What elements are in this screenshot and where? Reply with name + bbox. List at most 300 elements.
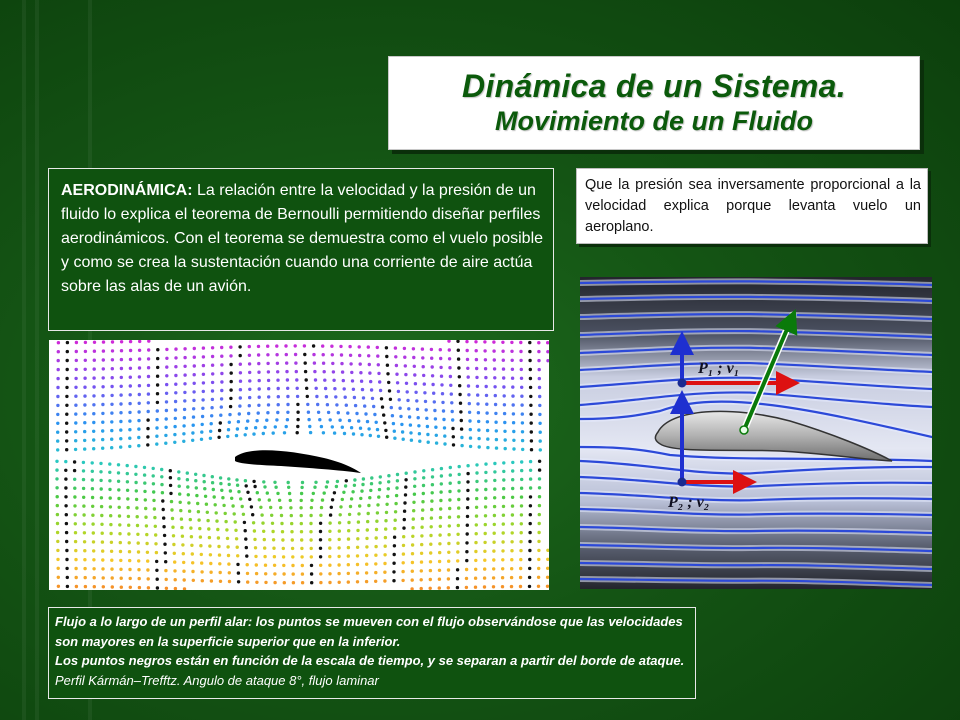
- flow-particle: [310, 547, 313, 550]
- streamline-diagram: [580, 277, 932, 589]
- flow-particle: [503, 430, 506, 433]
- flow-particle: [484, 358, 487, 361]
- flow-particle: [511, 478, 514, 481]
- flow-particle: [335, 403, 338, 406]
- flow-particle: [443, 442, 446, 445]
- timeline-particle: [458, 393, 461, 396]
- flow-particle: [73, 478, 76, 481]
- flow-particle: [56, 431, 59, 434]
- flow-particle: [370, 388, 373, 391]
- flow-particle: [266, 411, 269, 414]
- flow-particle: [147, 384, 150, 387]
- flow-particle: [210, 422, 213, 425]
- flow-particle: [404, 364, 407, 367]
- timeline-particle: [385, 355, 388, 358]
- flow-particle: [421, 508, 424, 511]
- flow-particle: [483, 567, 486, 570]
- flow-particle: [152, 490, 155, 493]
- timeline-particle: [73, 469, 76, 472]
- flow-particle: [83, 377, 86, 380]
- flow-particle: [356, 580, 359, 583]
- flow-particle: [351, 490, 354, 493]
- flow-particle: [191, 439, 194, 442]
- flow-particle: [248, 379, 251, 382]
- flow-particle: [224, 520, 227, 523]
- flow-particle: [134, 465, 137, 468]
- background-stripe: [22, 0, 26, 720]
- flow-particle: [412, 517, 415, 520]
- flow-particle: [337, 411, 340, 414]
- flow-particle: [393, 437, 396, 440]
- flow-particle: [229, 346, 232, 349]
- flow-particle: [519, 576, 522, 579]
- flow-particle: [153, 516, 156, 519]
- timeline-particle: [250, 505, 253, 508]
- flow-particle: [238, 412, 241, 415]
- flow-particle: [391, 414, 394, 417]
- timeline-particle: [319, 555, 322, 558]
- flow-particle: [182, 561, 185, 564]
- flow-particle: [138, 357, 141, 360]
- flow-particle: [108, 488, 111, 491]
- flow-particle: [275, 418, 278, 421]
- flow-particle: [200, 438, 203, 441]
- flow-particle: [200, 570, 203, 573]
- flow-particle: [520, 478, 523, 481]
- flow-particle: [137, 568, 140, 571]
- flow-particle: [118, 506, 121, 509]
- flow-particle: [173, 425, 176, 428]
- flow-particle: [273, 555, 276, 558]
- flow-particle: [198, 527, 201, 530]
- flow-particle: [546, 576, 549, 579]
- flow-particle: [119, 445, 122, 448]
- flow-particle: [99, 462, 102, 465]
- timeline-particle: [66, 341, 69, 344]
- timeline-particle: [155, 569, 158, 572]
- flow-particle: [546, 567, 549, 570]
- flow-particle: [317, 411, 320, 414]
- flow-particle: [359, 497, 362, 500]
- flow-particle: [441, 401, 444, 404]
- flow-particle: [294, 344, 297, 347]
- flow-particle: [56, 513, 59, 516]
- flow-particle: [377, 435, 380, 438]
- flow-particle: [467, 384, 470, 387]
- flow-particle: [347, 554, 350, 557]
- aerodynamics-text-box: [48, 168, 554, 331]
- flow-particle: [511, 385, 514, 388]
- flow-particle: [55, 468, 58, 471]
- flow-particle: [537, 576, 540, 579]
- timeline-particle: [217, 436, 220, 439]
- flow-particle: [372, 405, 375, 408]
- flow-particle: [227, 554, 230, 557]
- flow-particle: [501, 585, 504, 588]
- flow-particle: [447, 577, 450, 580]
- flow-particle: [165, 409, 168, 412]
- flow-particle: [519, 341, 522, 344]
- flow-particle: [447, 586, 450, 589]
- flow-particle: [128, 419, 131, 422]
- flow-particle: [213, 495, 216, 498]
- flow-particle: [282, 547, 285, 550]
- flow-particle: [174, 587, 177, 590]
- flow-particle: [486, 429, 489, 432]
- timeline-particle: [156, 383, 159, 386]
- timeline-particle: [303, 353, 306, 356]
- flow-particle: [100, 514, 103, 517]
- flow-particle: [529, 477, 532, 480]
- flow-particle: [82, 469, 85, 472]
- flow-particle: [495, 429, 498, 432]
- upper-label: P₁ ; v₁: [698, 360, 740, 377]
- flow-particle: [102, 340, 105, 343]
- timeline-particle: [383, 421, 386, 424]
- flow-particle: [474, 550, 477, 553]
- flow-particle: [226, 435, 229, 438]
- flow-particle: [341, 498, 344, 501]
- flow-particle: [203, 480, 206, 483]
- flow-particle: [449, 473, 452, 476]
- aerodynamics-body: La relación entre la velocidad y la presión de un fluido lo explica el teorema de Bernoulli permitiendo diseñar perfiles aerodinámicos. Con el teorema se demuestra como el vuelo posible y como se crea la sustentación cuando una corriente de aire actúa sobre las alas de un avión.: [61, 182, 544, 295]
- timeline-particle: [404, 478, 407, 481]
- flow-particle: [387, 480, 390, 483]
- flow-particle: [492, 340, 495, 343]
- flow-particle: [192, 415, 195, 418]
- timeline-particle: [458, 375, 461, 378]
- flow-particle: [478, 445, 481, 448]
- flow-particle: [252, 432, 255, 435]
- flow-particle: [226, 545, 229, 548]
- flow-particle: [433, 409, 436, 412]
- flow-particle: [174, 356, 177, 359]
- flow-particle: [101, 403, 104, 406]
- flow-particle: [109, 532, 112, 535]
- timeline-particle: [65, 395, 68, 398]
- flow-particle: [438, 551, 441, 554]
- flow-particle: [233, 512, 236, 515]
- flow-particle: [501, 350, 504, 353]
- flow-particle: [83, 567, 86, 570]
- flow-particle: [74, 567, 77, 570]
- flow-particle: [337, 555, 340, 558]
- flow-particle: [475, 480, 478, 483]
- timeline-particle: [380, 397, 383, 400]
- flow-particle: [143, 466, 146, 469]
- flow-particle: [398, 407, 401, 410]
- flow-particle: [227, 562, 230, 565]
- flow-particle: [242, 513, 245, 516]
- flow-particle: [434, 426, 437, 429]
- flow-particle: [439, 348, 442, 351]
- flow-particle: [449, 375, 452, 378]
- flow-particle: [126, 464, 129, 467]
- flow-particle: [323, 491, 326, 494]
- flow-particle: [401, 579, 404, 582]
- flow-particle: [193, 356, 196, 359]
- flow-particle: [400, 423, 403, 426]
- flow-particle: [347, 580, 350, 583]
- flow-particle: [239, 380, 242, 383]
- flow-particle: [283, 431, 286, 434]
- flow-particle: [110, 446, 113, 449]
- flow-particle: [160, 483, 163, 486]
- flow-particle: [292, 581, 295, 584]
- flow-particle: [83, 386, 86, 389]
- timeline-particle: [331, 498, 334, 501]
- timeline-particle: [238, 345, 241, 348]
- flow-particle: [466, 367, 469, 370]
- flow-particle: [238, 404, 241, 407]
- flow-particle: [360, 380, 363, 383]
- flow-particle: [92, 376, 95, 379]
- flow-particle: [255, 581, 258, 584]
- flow-particle: [443, 434, 446, 437]
- page-subtitle: Movimiento de un Fluido: [495, 106, 813, 136]
- flow-particle: [493, 496, 496, 499]
- flow-particle: [73, 504, 76, 507]
- flow-particle: [465, 586, 468, 589]
- flow-particle: [289, 506, 292, 509]
- flow-particle: [84, 341, 87, 344]
- flow-particle: [83, 430, 86, 433]
- flow-particle: [182, 440, 185, 443]
- timeline-particle: [388, 389, 391, 392]
- flow-particle: [271, 530, 274, 533]
- flow-particle: [294, 353, 297, 356]
- flow-particle: [529, 469, 532, 472]
- flow-particle: [82, 461, 85, 464]
- flow-particle: [237, 420, 240, 423]
- flow-particle: [257, 362, 260, 365]
- flow-particle: [538, 495, 541, 498]
- timeline-particle: [529, 386, 532, 389]
- timeline-particle: [530, 421, 533, 424]
- flow-particle: [447, 560, 450, 563]
- flow-particle: [321, 498, 324, 501]
- flow-particle: [110, 559, 113, 562]
- flow-particle: [189, 518, 192, 521]
- flow-particle: [521, 439, 524, 442]
- flow-particle: [448, 524, 451, 527]
- flow-particle: [414, 391, 417, 394]
- flow-particle: [511, 368, 514, 371]
- timeline-particle: [528, 341, 531, 344]
- flow-particle: [520, 403, 523, 406]
- flow-particle: [347, 572, 350, 575]
- flow-particle: [182, 424, 185, 427]
- flow-particle: [421, 517, 424, 520]
- flow-particle: [75, 585, 78, 588]
- flow-particle: [244, 433, 247, 436]
- flow-particle: [92, 549, 95, 552]
- timeline-particle: [306, 395, 309, 398]
- flow-particle: [174, 578, 177, 581]
- flow-particle: [359, 362, 362, 365]
- flow-particle: [91, 514, 94, 517]
- timeline-particle: [452, 435, 455, 438]
- flow-particle: [365, 563, 368, 566]
- flow-particle: [411, 578, 414, 581]
- flow-particle: [404, 373, 407, 376]
- flow-particle: [263, 555, 266, 558]
- timeline-particle: [156, 392, 159, 395]
- flow-particle: [483, 340, 486, 343]
- flow-particle: [199, 544, 202, 547]
- flow-particle: [448, 366, 451, 369]
- flow-particle: [74, 430, 77, 433]
- flow-particle: [74, 549, 77, 552]
- flow-particle: [75, 359, 78, 362]
- flow-particle: [183, 416, 186, 419]
- flow-particle: [301, 481, 304, 484]
- flow-particle: [127, 524, 130, 527]
- flow-particle: [376, 354, 379, 357]
- timeline-particle: [156, 366, 159, 369]
- flow-particle: [75, 341, 78, 344]
- flow-particle: [154, 542, 157, 545]
- flow-particle: [477, 428, 480, 431]
- flow-particle: [492, 541, 495, 544]
- flow-particle: [279, 506, 282, 509]
- flow-particle: [75, 576, 78, 579]
- flow-particle: [519, 549, 522, 552]
- timeline-particle: [393, 536, 396, 539]
- timeline-particle: [466, 506, 469, 509]
- flow-particle: [422, 469, 425, 472]
- flow-particle: [449, 384, 452, 387]
- flow-particle: [546, 585, 549, 588]
- flow-particle: [156, 409, 159, 412]
- timeline-particle: [296, 425, 299, 428]
- flow-particle: [239, 371, 242, 374]
- flow-particle: [502, 496, 505, 499]
- flow-particle: [292, 572, 295, 575]
- flow-particle: [384, 545, 387, 548]
- flow-particle: [201, 415, 204, 418]
- particle-flow-svg: [49, 340, 549, 590]
- flow-particle: [73, 487, 76, 490]
- flow-particle: [220, 389, 223, 392]
- timeline-particle: [459, 402, 462, 405]
- flow-particle: [74, 540, 77, 543]
- flow-particle: [373, 413, 376, 416]
- flow-particle: [546, 549, 549, 552]
- flow-particle: [511, 377, 514, 380]
- flow-particle: [511, 394, 514, 397]
- flow-particle: [335, 485, 338, 488]
- flow-particle: [366, 420, 369, 423]
- flow-particle: [546, 341, 549, 344]
- flow-particle: [347, 537, 350, 540]
- timeline-particle: [248, 498, 251, 501]
- flow-particle: [361, 483, 364, 486]
- timeline-particle: [466, 497, 469, 500]
- flow-particle: [270, 514, 273, 517]
- flow-particle: [395, 373, 398, 376]
- flow-particle: [236, 484, 239, 487]
- flow-particle: [396, 479, 399, 482]
- flow-particle: [202, 373, 205, 376]
- flow-particle: [377, 495, 380, 498]
- flow-particle: [520, 469, 523, 472]
- flow-particle: [155, 442, 158, 445]
- flow-particle: [271, 522, 274, 525]
- flow-particle: [349, 354, 352, 357]
- flow-particle: [520, 495, 523, 498]
- flow-particle: [174, 365, 177, 368]
- flow-particle: [309, 538, 312, 541]
- flow-particle: [183, 578, 186, 581]
- flow-particle: [363, 404, 366, 407]
- flow-particle: [277, 395, 280, 398]
- timeline-particle: [218, 429, 221, 432]
- flow-particle: [422, 374, 425, 377]
- flow-particle: [512, 439, 515, 442]
- flow-particle: [438, 560, 441, 563]
- flow-particle: [450, 392, 453, 395]
- flow-particle: [196, 502, 199, 505]
- flow-particle: [520, 522, 523, 525]
- timeline-particle: [305, 378, 308, 381]
- flow-particle: [117, 480, 120, 483]
- flow-particle: [474, 586, 477, 589]
- flow-particle: [493, 358, 496, 361]
- flow-particle: [324, 387, 327, 390]
- flow-particle: [83, 531, 86, 534]
- flow-particle: [102, 585, 105, 588]
- flow-particle: [82, 504, 85, 507]
- flow-particle: [539, 431, 542, 434]
- flow-particle: [331, 353, 334, 356]
- flow-particle: [55, 460, 58, 463]
- flow-particle: [101, 549, 104, 552]
- flow-particle: [510, 567, 513, 570]
- flow-particle: [477, 420, 480, 423]
- flow-particle: [449, 482, 452, 485]
- flow-particle: [180, 526, 183, 529]
- flow-particle: [346, 411, 349, 414]
- flow-particle: [475, 514, 478, 517]
- flow-particle: [356, 546, 359, 549]
- flow-particle: [186, 485, 189, 488]
- flow-particle: [511, 461, 514, 464]
- flow-particle: [280, 514, 283, 517]
- flow-particle: [421, 500, 424, 503]
- timeline-particle: [66, 585, 69, 588]
- flow-particle: [174, 391, 177, 394]
- flow-particle: [137, 427, 140, 430]
- flow-particle: [309, 530, 312, 533]
- flow-particle: [189, 526, 192, 529]
- flow-particle: [484, 523, 487, 526]
- flow-particle: [137, 419, 140, 422]
- flow-particle: [466, 464, 469, 467]
- flow-particle: [291, 538, 294, 541]
- flow-particle: [378, 380, 381, 383]
- flow-particle: [474, 541, 477, 544]
- flow-particle: [215, 511, 218, 514]
- flow-particle: [248, 396, 251, 399]
- flow-particle: [273, 581, 276, 584]
- flow-particle: [165, 587, 168, 590]
- flow-particle: [110, 550, 113, 553]
- flow-particle: [338, 529, 341, 532]
- flow-particle: [220, 397, 223, 400]
- flow-particle: [370, 482, 373, 485]
- flow-particle: [257, 404, 260, 407]
